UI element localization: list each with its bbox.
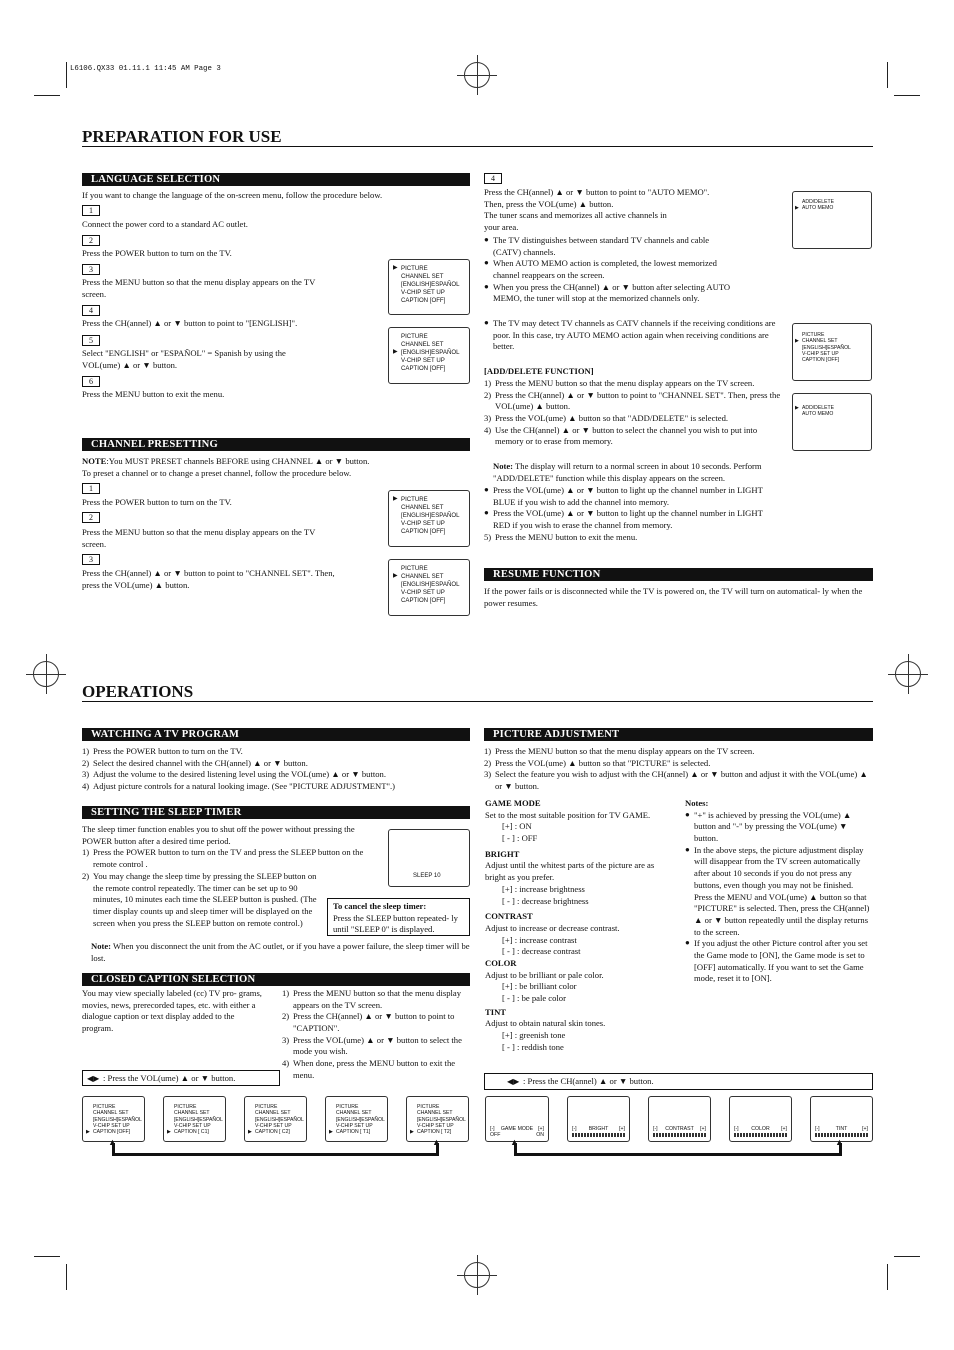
step-number: 5 — [82, 335, 100, 346]
item-number: 2) — [82, 871, 90, 881]
list-item — [484, 378, 784, 390]
bullet-item: ● Press the VOL(ume) ▲ or ▼ button to light up the channel number in LIGHT BLUE if you wish to add the channel into memory. — [484, 485, 774, 508]
picture-screen — [567, 1096, 630, 1142]
menu-line: V-CHIP SET UP — [417, 1123, 454, 1130]
item-text: Adjust picture controls for a natural looking image. (See "PICTURE ADJUSTMENT".) — [93, 781, 396, 792]
item-number: 3) — [282, 1034, 290, 1045]
minus-label: [-] — [734, 1126, 739, 1132]
item-number: 1) — [484, 378, 492, 388]
item-text: Press the VOL(ume) ▲ or ▼ button to select the mode you wish. — [293, 1034, 462, 1057]
item-text: Press the VOL(ume) ▲ button so that "PICTURE" is selected. — [495, 757, 711, 768]
feature-label: TINT — [835, 1126, 848, 1132]
plus-label: [+] — [781, 1126, 787, 1132]
page-title: OPERATIONS — [82, 682, 194, 701]
menu-line: ▶ CAPTION [ C1] — [174, 1129, 223, 1135]
menu-line: V-CHIP SET UP — [401, 588, 445, 596]
step-number: 3 — [82, 554, 100, 565]
bullet-item: ● In the above steps, the picture adjustment display will disappear from the TV screen automatically after about 10 seconds if you do not press any buttons, even though you may not be finished. Press the MENU and VOL(ume) ▲ button so that "PICTURE" is selected. Then, press the CH(annel) ▲ or ▼ button repeatedly until the display returns to the screen. — [685, 845, 873, 939]
menu-line: PICTURE — [174, 1104, 197, 1110]
plus-label: [+] — [700, 1126, 706, 1132]
list-item — [82, 781, 472, 793]
caption-screen — [244, 1096, 307, 1142]
sleep-step1 — [82, 847, 378, 870]
menu-line: CAPTION [OFF] — [401, 364, 446, 372]
level-bar — [734, 1133, 787, 1137]
picture-notes — [685, 798, 873, 985]
feature-desc: Adjust to be brilliant or pale color. — [485, 969, 604, 980]
step-text: Press the POWER button to turn on the TV. — [82, 248, 232, 258]
menu-line: ▶ CHANNEL SET — [401, 573, 465, 581]
picture-screen — [485, 1096, 549, 1142]
feature-desc: Adjust until the whitest parts of the picture are as bright as you prefer. — [485, 860, 655, 883]
arrow-up-icon: ▲ — [835, 1137, 844, 1147]
level-bar — [653, 1133, 706, 1137]
resume-text: If the power fails or is disconnected while the TV is powered on, the TV will turn on automatical- ly when the power resumes. — [484, 586, 863, 608]
item-number: 1) — [282, 988, 290, 998]
step-text: Connect the power cord to a standard AC outlet. — [82, 219, 248, 229]
feature-name: TINT — [485, 1006, 507, 1017]
minus-label: [-] — [572, 1126, 577, 1132]
menu-line: CHANNEL SET — [401, 340, 444, 348]
step-text: Press the MENU button so that the menu display appears on the TV screen. — [82, 527, 316, 549]
item-text: Press the CH(annel) ▲ or ▼ button to point to "CHANNEL SET". Then, press the VOL(ume) ▲ button. — [495, 389, 781, 412]
plus-label: [+] — [538, 1126, 544, 1132]
menu-line: PICTURE — [255, 1104, 278, 1110]
menu-line: ▶ [ENGLISH]ESPAÑOL — [401, 349, 465, 357]
list-item — [484, 758, 874, 770]
menu-screen — [388, 490, 470, 547]
key-note-text: : Press the VOL(ume) ▲ or ▼ button. — [103, 1073, 236, 1083]
menu-screen — [388, 559, 470, 616]
registration-mark — [464, 1262, 490, 1288]
plus-label: [+] — [862, 1126, 868, 1132]
item-text: Press the POWER button to turn on the TV and press the SLEEP button on the remote control . — [93, 847, 364, 869]
step-text: Press the MENU button so that the menu display appears on the TV screen. — [82, 277, 316, 299]
feature-label: COLOR — [751, 1126, 770, 1132]
automemo-bullet4 — [484, 318, 790, 353]
menu-line: V-CHIP SET UP — [93, 1123, 130, 1130]
crop-mark — [66, 1264, 67, 1290]
item-text: Press the MENU button so that the menu display appears on the TV screen. — [495, 746, 755, 756]
caption-intro: You may view specially labeled (cc) TV pro- grams, movies, news, prerecorded tapes, etc. with either a dialogue caption or text display added to the program. — [82, 988, 262, 1034]
item-number: 4) — [82, 781, 90, 792]
picture-screen — [648, 1096, 711, 1142]
picture-steps — [484, 746, 874, 793]
menu-line: CAPTION [OFF] — [401, 527, 446, 535]
feature-minus: [ - ] : OFF — [502, 833, 538, 844]
menu-line: V-CHIP SET UP — [802, 351, 839, 358]
automemo-line: Then, press the VOL(ume) ▲ button. — [484, 198, 614, 209]
page-title: PREPARATION FOR USE — [82, 127, 282, 146]
feature-desc: Adjust to increase or decrease contrast. — [485, 922, 620, 933]
menu-line: CAPTION [OFF] — [802, 357, 840, 364]
sleep-display: SLEEP 10 — [413, 873, 441, 879]
item-number: 5) — [484, 531, 492, 542]
feature-plus: [+] : ON — [502, 821, 532, 832]
note-body: The display will return to a normal screen in about 10 seconds. Perform "ADD/DELETE" function while this display appears on the screen. — [493, 461, 762, 483]
step-number: 1 — [82, 483, 100, 494]
step-number: 4 — [484, 173, 502, 184]
crop-mark — [887, 1264, 888, 1290]
menu-line: CHANNEL SET — [401, 272, 444, 280]
sleep-intro: The sleep timer function enables you to shut off the power without pressing the POWER button after a desired time period. — [82, 824, 355, 846]
menu-line: PICTURE — [802, 332, 825, 338]
menu-line: CAPTION [OFF] — [401, 296, 446, 304]
automemo-line: The tuner scans and memorizes all active channels in — [484, 210, 667, 221]
menu-line: [ENGLISH]ESPAÑOL — [802, 344, 851, 351]
minus-label: [-] — [490, 1126, 495, 1132]
item-number: 2) — [282, 1011, 290, 1022]
list-item — [282, 1011, 472, 1034]
list-item — [484, 532, 774, 544]
crop-mark — [887, 62, 888, 88]
cancel-text: Press the SLEEP button repeated- ly until "SLEEP 0" is displayed. — [333, 912, 458, 935]
menu-line: ▶ CAPTION [ C2] — [255, 1129, 304, 1135]
list-item — [282, 1058, 472, 1081]
item-number: 3) — [484, 413, 492, 424]
off-label: OFF — [490, 1132, 501, 1138]
step-text: Press the MENU button to exit the menu. — [82, 389, 225, 399]
caption-steps — [282, 988, 472, 1082]
feature-label: GAME MODE — [500, 1126, 534, 1132]
step-number: 2 — [82, 235, 100, 246]
item-text: Adjust the volume to the desired listening level using the VOL(ume) ▲ or ▼ button. — [93, 769, 387, 780]
plus-label: [+] — [619, 1126, 625, 1132]
feature-minus: [ - ] : reddish tone — [502, 1041, 564, 1052]
menu-screen — [388, 259, 470, 315]
menu-line: [ENGLISH]ESPAÑOL — [255, 1116, 304, 1123]
automemo-bullets — [484, 235, 734, 305]
step-text: Press the CH(annel) ▲ or ▼ button to point to "CHANNEL SET". Then, press the VOL(ume) ▲ button. — [82, 568, 335, 590]
step-number: 2 — [82, 512, 100, 523]
list-item — [282, 988, 472, 1011]
list-item — [282, 1035, 472, 1058]
key-note-text: : Press the CH(annel) ▲ or ▼ button. — [523, 1076, 654, 1086]
item-text: Select the desired channel with the CH(annel) ▲ or ▼ button. — [93, 757, 308, 768]
menu-line: CHANNEL SET — [93, 1110, 129, 1117]
bullet-item: ● "+" is achieved by pressing the VOL(ume) ▲ button and "-" by pressing the VOL(ume) ▼ button. — [685, 810, 873, 845]
menu-line: PICTURE — [401, 565, 428, 572]
automemo-line: Press the CH(annel) ▲ or ▼ button to point to "AUTO MEMO". — [484, 187, 710, 197]
bullet-item: ● When you press the CH(annel) ▲ or ▼ button after selecting AUTO MEMO, the tuner will stop at the memorized channels only. — [484, 282, 734, 305]
item-text: Select the feature you wish to adjust with the CH(annel) ▲ or ▼ button and adjust it with the VOL(ume) ▲ or ▼ button. — [495, 769, 868, 792]
bullet-item: ● The TV distinguishes between standard TV channels and cable (CATV) channels. — [484, 235, 734, 258]
note-text — [82, 456, 472, 468]
menu-screen — [792, 393, 872, 451]
sleep-note — [91, 941, 471, 964]
intro-text: If you want to change the language of the on-screen menu, follow the procedure below. — [82, 190, 383, 200]
cycle-arrow-line — [514, 1153, 842, 1156]
item-text: Press the CH(annel) ▲ or ▼ button to point to "CAPTION". — [293, 1011, 455, 1034]
sleep-step2 — [82, 871, 322, 929]
menu-line: ▶ ADD/DELETE — [802, 405, 868, 411]
watching-steps — [82, 746, 472, 793]
menu-line: PICTURE — [417, 1104, 440, 1110]
note-text: To preset a channel or to change a preset channel, follow the procedure below. — [82, 468, 352, 478]
item-number: 3) — [82, 769, 90, 780]
list-item — [82, 871, 322, 929]
feature-name: GAME MODE — [485, 798, 541, 808]
feature-block — [485, 849, 673, 907]
menu-line: CHANNEL SET — [336, 1110, 372, 1117]
note-label: NOTE — [82, 456, 107, 466]
crop-mark — [66, 62, 67, 88]
list-item — [484, 746, 874, 758]
menu-line: ▶ PICTURE — [401, 496, 465, 504]
left-right-arrow-icon: ◀▶ — [87, 1074, 100, 1083]
list-item — [82, 847, 378, 870]
caption-screen — [325, 1096, 388, 1142]
subsection-heading — [484, 366, 594, 378]
left-right-arrow-icon: ◀▶ — [507, 1077, 520, 1086]
caption-key-note — [82, 1070, 280, 1086]
caption-screen — [163, 1096, 226, 1142]
item-text: Press the MENU button to exit the menu. — [495, 531, 638, 542]
menu-line: ADD/DELETE — [802, 199, 834, 205]
feature-desc: Set to the most suitable position for TV GAME. — [485, 809, 651, 820]
section-heading: CHANNEL PRESETTING — [82, 438, 470, 451]
picture-screen — [729, 1096, 792, 1142]
menu-line: [ENGLISH]ESPAÑOL — [401, 280, 460, 288]
sleep-screen — [388, 829, 470, 887]
file-header: L6106.QX33 01.11.1 11:45 AM Page 3 — [70, 65, 221, 73]
item-text: When done, press the MENU button to exit the menu. — [293, 1058, 456, 1080]
step-number: 6 — [82, 376, 100, 387]
notes-title: Notes: — [685, 798, 709, 808]
menu-line: ▶ PICTURE — [401, 265, 465, 273]
feature-block — [485, 958, 673, 1005]
list-item — [484, 769, 874, 792]
feature-label: CONTRAST — [665, 1126, 694, 1132]
feature-name: BRIGHT — [485, 848, 520, 859]
step-text: Select "ENGLISH" or "ESPAÑOL" = Spanish by using the VOL(ume) ▲ or ▼ button. — [82, 348, 286, 370]
menu-line: [ENGLISH]ESPAÑOL — [401, 511, 460, 519]
item-text: Press the POWER button to turn on the TV. — [93, 746, 243, 756]
arrow-up-icon: ▲ — [510, 1137, 519, 1147]
note-label: Note: — [493, 461, 514, 471]
menu-screen — [388, 327, 470, 384]
item-number: 2) — [484, 757, 492, 768]
item-number: 3) — [484, 769, 492, 780]
menu-line: PICTURE — [336, 1104, 359, 1110]
adddelete-bullets — [484, 485, 774, 543]
menu-line: CHANNEL SET — [401, 503, 444, 511]
registration-mark — [33, 661, 59, 687]
menu-line: CHANNEL SET — [255, 1110, 291, 1117]
registration-mark — [464, 62, 490, 88]
cycle-arrow-line — [112, 1153, 439, 1156]
adddelete-note — [493, 461, 799, 484]
feature-label: BRIGHT — [588, 1126, 609, 1132]
crop-mark — [34, 1256, 60, 1257]
feature-block — [485, 798, 673, 845]
item-text: Use the CH(annel) ▲ or ▼ button to select the channel you wish to put into memory or to erase from memory. — [495, 424, 758, 447]
menu-line: ▶ CAPTION [OFF] — [93, 1129, 142, 1135]
menu-screen — [792, 323, 872, 381]
crop-mark — [894, 95, 920, 96]
step-text: Press the POWER button to turn on the TV. — [82, 497, 232, 507]
feature-plus: [+] : be brilliant color — [502, 981, 577, 992]
minus-label: [-] — [815, 1126, 820, 1132]
step-number: 3 — [82, 264, 100, 275]
section-heading: SETTING THE SLEEP TIMER — [82, 806, 470, 819]
picture-key-note — [484, 1073, 873, 1090]
menu-line: V-CHIP SET UP — [174, 1123, 211, 1130]
automemo-line: your area. — [484, 222, 519, 233]
menu-line: [ENGLISH]ESPAÑOL — [174, 1116, 223, 1123]
arrow-up-icon: ▲ — [432, 1137, 441, 1147]
menu-line: [ENGLISH]ESPAÑOL — [336, 1116, 385, 1123]
item-text: Press the MENU button so that the menu display appears on the TV screen. — [495, 378, 755, 388]
menu-line: AUTO MEMO — [802, 411, 834, 418]
menu-line: ▶ CHANNEL SET — [802, 338, 868, 344]
caption-screen — [82, 1096, 145, 1142]
feature-name: CONTRAST — [485, 911, 533, 922]
section-heading: CLOSED CAPTION SELECTION — [82, 973, 470, 986]
feature-block — [485, 911, 673, 958]
list-item — [82, 769, 472, 781]
automemo-text — [484, 187, 784, 234]
on-label: ON — [536, 1132, 544, 1138]
list-item — [82, 746, 472, 758]
feature-plus: [+] : increase brightness — [502, 883, 585, 894]
picture-features — [485, 798, 673, 1053]
caption-screen — [406, 1096, 469, 1142]
section-heading: PICTURE ADJUSTMENT — [484, 728, 873, 741]
menu-line: CHANNEL SET — [417, 1110, 453, 1117]
feature-plus: [+] : greenish tone — [502, 1030, 566, 1041]
menu-line: CAPTION [OFF] — [401, 596, 446, 604]
step-number: 4 — [82, 305, 100, 316]
section-heading: LANGUAGE SELECTION — [82, 173, 470, 186]
title-rule — [82, 146, 873, 147]
list-item — [82, 758, 472, 770]
level-bar — [572, 1133, 625, 1137]
item-number: 4) — [282, 1058, 290, 1069]
menu-line: [ENGLISH]ESPAÑOL — [93, 1116, 142, 1123]
menu-line: PICTURE — [93, 1104, 116, 1110]
menu-line: ▶ CAPTION [ T1] — [336, 1129, 385, 1135]
item-number: 4) — [484, 424, 492, 435]
item-text: Press the VOL(ume) ▲ button so that "ADD/DELETE" is selected. — [495, 413, 729, 424]
bullet-item: ● If you adjust the other Picture control after you set the Game mode to [ON], the Game mode is set to [OFF] automatically. If you want to set the Game mode, reset it to [ON]. — [685, 938, 873, 985]
menu-line: V-CHIP SET UP — [255, 1123, 292, 1130]
subsection-heading-text: [ADD/DELETE FUNCTION] — [484, 366, 594, 376]
note-body: :You MUST PRESET channels BEFORE using CHANNEL ▲ or ▼ button. — [106, 456, 370, 466]
item-number: 1) — [484, 746, 492, 756]
bullet-item: ● The TV may detect TV channels as CATV channels if the receiving conditions are poor. In this case, try AUTO MEMO action again when receiving conditions are better. — [484, 318, 790, 353]
item-number: 2) — [484, 389, 492, 400]
item-text: You may change the sleep time by pressing the SLEEP button on the remote control repeatedly. The timer can be set up to 90 minutes, 10 minutes each time the SLEEP button is pushed. (The timer display counts up and sleep timer will be displayed on the screen when you press the SLEEP button on remote control.) — [93, 871, 317, 928]
feature-plus: [+] : increase contrast — [502, 934, 577, 945]
adddelete-steps — [484, 378, 784, 448]
title-rule — [82, 701, 873, 702]
menu-line: V-CHIP SET UP — [401, 288, 445, 296]
feature-name: COLOR — [485, 957, 517, 968]
picture-screen — [810, 1096, 873, 1142]
note-label: Note: — [91, 941, 112, 951]
feature-desc: Adjust to obtain natural skin tones. — [485, 1018, 606, 1029]
menu-line: V-CHIP SET UP — [401, 356, 445, 364]
note-body: When you disconnect the unit from the AC outlet, or if you have a power failure, the sleep timer will be lost. — [91, 941, 470, 963]
feature-block — [485, 1007, 673, 1054]
section-heading: WATCHING A TV PROGRAM — [82, 728, 470, 741]
section-heading: RESUME FUNCTION — [484, 568, 873, 581]
feature-minus: [ - ] : decrease brightness — [502, 895, 589, 906]
list-item — [484, 425, 784, 448]
registration-mark — [895, 661, 921, 687]
item-number: 1) — [82, 847, 90, 857]
minus-label: [-] — [653, 1126, 658, 1132]
list-item — [484, 390, 784, 413]
step-number: 1 — [82, 205, 100, 216]
item-number: 1) — [82, 746, 90, 756]
menu-line: ▶ CAPTION [ T2] — [417, 1129, 466, 1135]
feature-minus: [ - ] : be pale color — [502, 993, 566, 1003]
bullet-item: ● Press the VOL(ume) ▲ or ▼ button to light up the channel number in LIGHT RED if you wish to erase the channel from memory. — [484, 508, 774, 531]
menu-line: ▶ AUTO MEMO — [802, 205, 868, 211]
cancel-title: To cancel the sleep timer: — [333, 901, 427, 911]
step-text: Press the CH(annel) ▲ or ▼ button to point to "[ENGLISH]". — [82, 318, 298, 328]
item-number: 2) — [82, 757, 90, 768]
list-item — [484, 413, 784, 425]
item-text: Press the MENU button so that the menu display appears on the TV screen. — [293, 988, 462, 1010]
menu-line: V-CHIP SET UP — [336, 1123, 373, 1130]
menu-screen — [792, 191, 872, 249]
arrow-up-icon: ▲ — [108, 1137, 117, 1147]
menu-line: CHANNEL SET — [174, 1110, 210, 1117]
bullet-item: ● When AUTO MEMO action is completed, the lowest memorized channel reappears on the screen. — [484, 258, 734, 281]
feature-minus: [ - ] : decrease contrast — [502, 946, 581, 957]
menu-line: [ENGLISH]ESPAÑOL — [401, 580, 460, 588]
crop-mark — [34, 95, 60, 96]
menu-line: V-CHIP SET UP — [401, 519, 445, 527]
crop-mark — [894, 1256, 920, 1257]
cancel-note-box — [327, 898, 470, 936]
menu-line: PICTURE — [401, 333, 428, 340]
menu-line: [ENGLISH]ESPAÑOL — [417, 1116, 466, 1123]
